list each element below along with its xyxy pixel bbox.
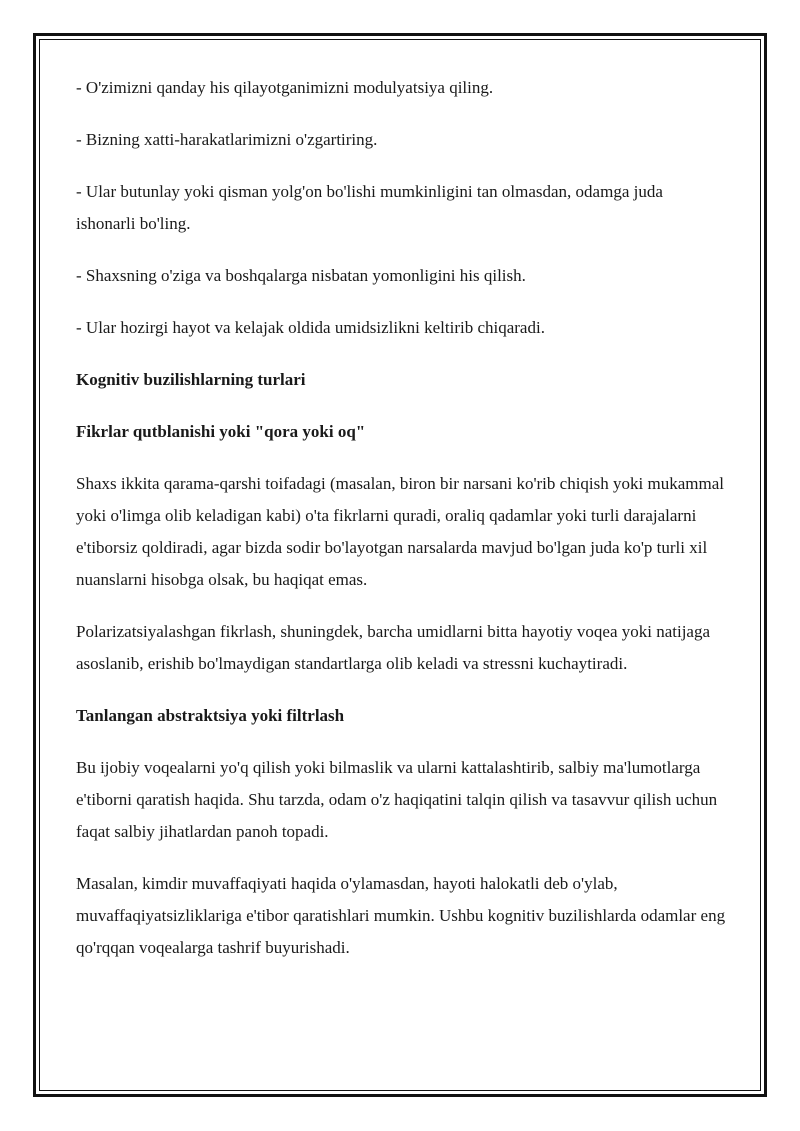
document-body (76, 72, 726, 964)
bullet-item: - O'zimizni qanday his qilayotganimizni modulyatsiya qiling. (76, 78, 494, 97)
bullet-item: - Ular butunlay yoki qisman yolg'on bo'lishi mumkinligini tan olmasdan, odamga juda ishonarli bo'ling. (76, 182, 663, 233)
bullet-item: - Ular hozirgi hayot va kelajak oldida umidsizlikni keltirib chiqaradi. (76, 318, 545, 337)
subsection-heading: Fikrlar qutblanishi yoki "qora yoki oq" (76, 422, 366, 441)
paragraph: Masalan, kimdir muvaffaqiyati haqida o'ylamasdan, hayoti halokatli deb o'ylab, muvaffaqiyatsizliklariga e'tibor qaratishlari mumkin. Ushbu kognitiv buzilishlarda odamlar eng qo'rqqan voqealarga tashrif buyurishadi. (76, 874, 726, 957)
section-heading: Kognitiv buzilishlarning turlari (76, 370, 306, 389)
bullet-item: - Bizning xatti-harakatlarimizni o'zgartiring. (76, 130, 378, 149)
subsection-heading: Tanlangan abstraktsiya yoki filtrlash (76, 706, 345, 725)
paragraph: Bu ijobiy voqealarni yo'q qilish yoki bilmaslik va ularni kattalashtirib, salbiy ma'lumotlarga e'tiborni qaratish haqida. Shu tarzda, odam o'z haqiqatini talqin qilish va tasavvur qilish uchun faqat salbiy jihatlardan panoh topadi. (76, 758, 718, 841)
paragraph: Polarizatsiyalashgan fikrlash, shuningdek, barcha umidlarni bitta hayotiy voqea yoki natijaga asoslanib, erishib bo'lmaydigan standartlarga olib keladi va stressni kuchaytiradi. (76, 622, 711, 673)
paragraph: Shaxs ikkita qarama-qarshi toifadagi (masalan, biron bir narsani ko'rib chiqish yoki mukammal yoki o'limga olib keladigan kabi) o'ta fikrlarni quradi, oraliq qadamlar yoki turli darajalarni e'tiborsiz qoldiradi, agar bizda sodir bo'layotgan narsalarda mavjud bo'lgan juda ko'p turli xil nuanslarni hisobga olsak, bu haqiqat emas. (76, 474, 724, 589)
bullet-item: - Shaxsning o'ziga va boshqalarga nisbatan yomonligini his qilish. (76, 266, 526, 285)
